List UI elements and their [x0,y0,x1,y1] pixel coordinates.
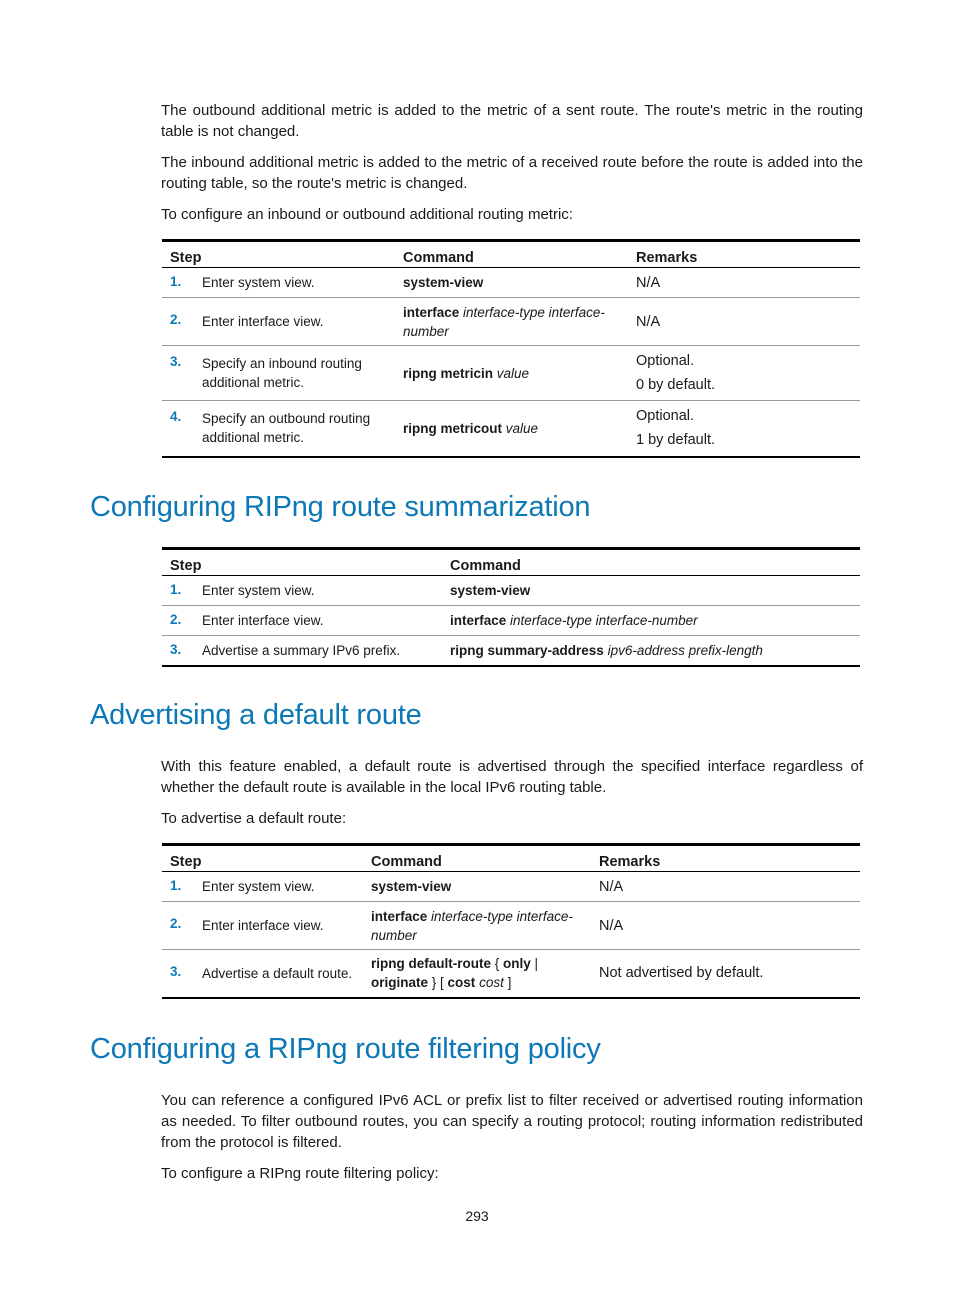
header-step: Step [162,845,363,872]
step-description: Enter interface view. [194,298,395,346]
step-number: 4. [162,401,194,457]
remarks-line-2: 1 by default. [636,432,715,449]
command-keyword: interface [403,304,460,320]
remarks-line-1: Optional. [636,353,695,369]
step-description: Enter interface view. [194,902,363,950]
command-syntax: ] [503,975,512,991]
command-keyword: originate [371,975,429,991]
table-row [162,872,860,902]
command-cell [395,298,628,346]
table-row [162,636,860,666]
step-number: 3. [162,346,194,401]
command-keyword: ripng summary-address [450,642,604,658]
step-description: Advertise a default route. [194,950,363,998]
step-description: Enter system view. [194,872,363,902]
default-route-table [162,843,860,999]
header-remarks: Remarks [628,241,860,268]
header-step: Step [162,549,442,576]
command-keyword: ripng metricout [403,420,503,436]
step-number: 2. [162,298,194,346]
step-description: Specify an inbound routing additional metric. [194,346,395,401]
page-number: 293 [465,1208,489,1224]
step-number: 2. [162,606,194,636]
command-keyword: interface [371,908,428,924]
step-number: 1. [162,872,194,902]
step-description: Enter system view. [194,268,395,298]
command-cell [442,576,860,606]
table-row [162,902,860,950]
command-keyword: system-view [371,879,452,894]
command-cell [395,268,628,298]
table-row [162,346,860,401]
table-row [162,268,860,298]
command-argument: value [496,365,530,381]
header-command: Command [442,549,860,576]
header-command: Command [395,241,628,268]
command-keyword: only [503,956,531,972]
command-keyword: cost [447,975,476,991]
command-argument: ipv6-address prefix-length [607,642,763,658]
command-argument: interface-type interface-number [510,613,698,628]
command-keyword: system-view [450,583,531,598]
remarks-cell: N/A [591,902,860,950]
default-route-paragraph-1: With this feature enabled, a default route is advertised through the specified interface regardless of whether the default route is available in the local IPv6 routing table. [161,758,863,796]
command-keyword: system-view [403,275,484,290]
table-row [162,298,860,346]
remarks-cell [628,346,860,401]
header-remarks: Remarks [591,845,860,872]
default-route-paragraph-2: To advertise a default route: [161,810,347,827]
command-cell [442,606,860,636]
command-cell [363,950,591,998]
table-row [162,401,860,457]
remarks-line-1: Optional. [636,408,695,425]
command-cell [395,401,628,457]
remarks-cell: N/A [628,268,860,298]
command-syntax: } [ [428,975,448,991]
command-syntax: { [491,956,504,972]
step-number: 3. [162,636,194,666]
table-row [162,576,860,606]
section-heading-summarization: Configuring RIPng route summarization [90,491,591,523]
remarks-cell [628,401,860,457]
command-keyword: ripng default-route [371,956,491,972]
metric-config-table [162,239,860,458]
section-heading-default-route: Advertising a default route [90,699,422,731]
filtering-paragraph-1: You can reference a configured IPv6 ACL or prefix list to filter received or advertised routing information as needed. To filter outbound routes, you can specify a routing protocol; routing information redistributed from the protocol is filtered. [161,1092,863,1151]
filtering-paragraph-2: To configure a RIPng route filtering policy: [161,1165,439,1182]
step-number: 1. [162,268,194,298]
step-number: 2. [162,902,194,950]
remarks-cell: Not advertised by default. [591,950,860,998]
command-cell [395,346,628,401]
section-heading-filtering-policy: Configuring a RIPng route filtering policy [90,1033,601,1065]
step-description: Advertise a summary IPv6 prefix. [194,636,442,666]
command-cell [442,636,860,666]
intro-paragraph-2: The inbound additional metric is added to the metric of a received route before the route is added into the routing table, so the route's metric is changed. [161,154,863,192]
header-step: Step [162,241,395,268]
command-cell [363,902,591,950]
remarks-line-2: 0 by default. [636,377,715,393]
command-argument: interface-type interface-number [403,304,605,339]
step-description: Enter system view. [194,576,442,606]
command-argument: value [505,420,539,436]
command-cell [363,872,591,902]
step-description: Enter interface view. [194,606,442,636]
intro-paragraph-3: To configure an inbound or outbound additional routing metric: [161,206,573,223]
step-description: Specify an outbound routing additional metric. [194,401,395,457]
summarization-table [162,547,860,667]
remarks-cell: N/A [628,298,860,346]
step-number: 3. [162,950,194,998]
command-argument: interface-type interface-number [371,908,573,943]
command-syntax: | [530,956,539,972]
step-number: 1. [162,576,194,606]
table-row [162,606,860,636]
remarks-cell: N/A [591,872,860,902]
command-argument: cost [479,975,504,991]
header-command: Command [363,845,591,872]
command-keyword: ripng metricin [403,365,494,381]
table-row [162,950,860,998]
command-keyword: interface [450,613,507,628]
intro-paragraph-1: The outbound additional metric is added to the metric of a sent route. The route's metric in the routing table is not changed. [161,102,863,140]
